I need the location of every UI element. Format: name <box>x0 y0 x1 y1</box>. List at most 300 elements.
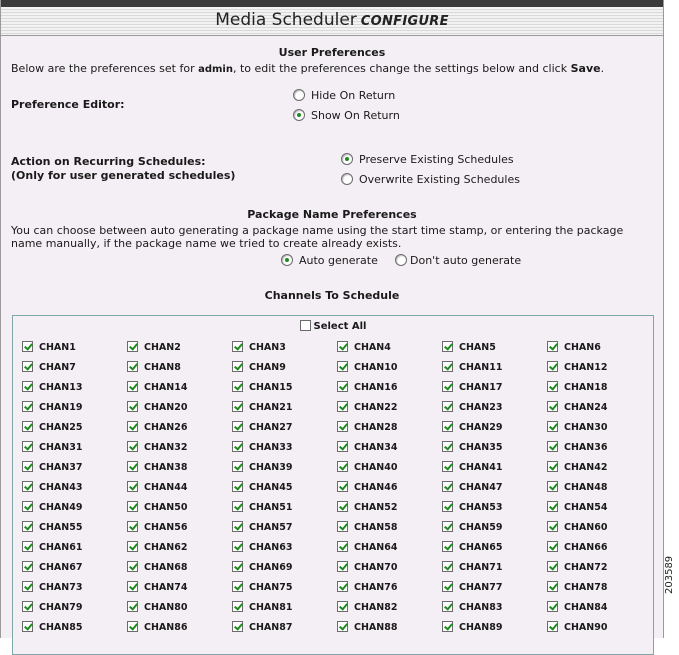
radio-show-on-return[interactable] <box>293 109 400 122</box>
channel-checkbox[interactable] <box>547 421 558 432</box>
channel-label: CHAN5 <box>459 342 496 353</box>
channel-item[interactable] <box>337 621 397 633</box>
channel-checkbox[interactable] <box>127 621 138 632</box>
channel-item[interactable] <box>442 361 502 373</box>
channel-item[interactable] <box>337 441 397 453</box>
channel-label: CHAN84 <box>564 602 608 613</box>
channel-checkbox[interactable] <box>127 401 138 412</box>
channels-panel <box>12 315 654 655</box>
channel-label: CHAN44 <box>144 482 188 493</box>
channel-label: CHAN49 <box>39 502 83 513</box>
channel-item[interactable] <box>547 621 607 633</box>
channel-checkbox[interactable] <box>127 541 138 552</box>
channel-checkbox[interactable] <box>232 461 243 472</box>
channel-label: CHAN61 <box>39 542 83 553</box>
channels-heading: Channels To Schedule <box>264 289 400 302</box>
channel-item[interactable] <box>127 581 187 593</box>
channel-item[interactable] <box>232 381 292 393</box>
channel-checkbox[interactable] <box>442 561 453 572</box>
channel-label: CHAN39 <box>249 462 293 473</box>
channel-checkbox[interactable] <box>547 341 558 352</box>
radio-overwrite-schedules[interactable] <box>341 173 520 186</box>
channel-checkbox[interactable] <box>547 461 558 472</box>
channel-checkbox[interactable] <box>232 441 243 452</box>
channel-label: CHAN55 <box>39 522 83 533</box>
channel-item[interactable] <box>22 461 82 473</box>
channel-item[interactable] <box>22 341 76 353</box>
channel-label: CHAN2 <box>144 342 181 353</box>
channel-label: CHAN43 <box>39 482 83 493</box>
channel-item[interactable] <box>127 481 187 493</box>
channel-label: CHAN21 <box>249 402 293 413</box>
channel-checkbox[interactable] <box>127 521 138 532</box>
channel-checkbox[interactable] <box>547 521 558 532</box>
title-bar <box>1 0 663 36</box>
channel-checkbox[interactable] <box>337 361 348 372</box>
channel-label: CHAN31 <box>39 442 83 453</box>
channel-label: CHAN82 <box>354 602 398 613</box>
channel-label: CHAN68 <box>144 562 188 573</box>
channel-checkbox[interactable] <box>442 601 453 612</box>
channel-label: CHAN70 <box>354 562 398 573</box>
channel-label: CHAN32 <box>144 442 188 453</box>
channel-item[interactable] <box>337 561 397 573</box>
channel-label: CHAN12 <box>564 362 608 373</box>
channel-label: CHAN23 <box>459 402 503 413</box>
package-heading: Package Name Preferences <box>247 208 417 221</box>
channel-item[interactable] <box>22 601 82 613</box>
channel-item[interactable] <box>232 581 292 593</box>
intro-middle: , to edit the preferences change the settings below and click <box>232 62 571 75</box>
channel-item[interactable] <box>22 381 82 393</box>
channel-checkbox[interactable] <box>22 561 33 572</box>
channel-item[interactable] <box>547 361 607 373</box>
channel-checkbox[interactable] <box>442 501 453 512</box>
channel-item[interactable] <box>127 341 181 353</box>
radio-auto-generate[interactable] <box>281 254 378 267</box>
channel-item[interactable] <box>232 521 292 533</box>
channel-checkbox[interactable] <box>232 581 243 592</box>
channel-checkbox[interactable] <box>22 501 33 512</box>
channel-checkbox[interactable] <box>22 341 33 352</box>
channel-checkbox[interactable] <box>442 341 453 352</box>
channel-item[interactable] <box>22 481 82 493</box>
channel-label: CHAN56 <box>144 522 188 533</box>
channel-item[interactable] <box>232 481 292 493</box>
channel-label: CHAN4 <box>354 342 391 353</box>
channel-checkbox[interactable] <box>337 521 348 532</box>
channel-checkbox[interactable] <box>442 441 453 452</box>
channel-label: CHAN72 <box>564 562 608 573</box>
channel-checkbox[interactable] <box>232 481 243 492</box>
channel-item[interactable] <box>337 381 397 393</box>
channel-checkbox[interactable] <box>232 361 243 372</box>
channel-label: CHAN36 <box>564 442 608 453</box>
channel-item[interactable] <box>232 441 292 453</box>
radio-label: Auto generate <box>299 254 378 267</box>
channel-checkbox[interactable] <box>22 521 33 532</box>
channel-label: CHAN79 <box>39 602 83 613</box>
radio-button[interactable] <box>341 153 353 165</box>
channel-item[interactable] <box>127 621 187 633</box>
channel-checkbox[interactable] <box>127 501 138 512</box>
channel-label: CHAN73 <box>39 582 83 593</box>
channel-checkbox[interactable] <box>337 381 348 392</box>
channel-checkbox[interactable] <box>547 621 558 632</box>
channel-item[interactable] <box>127 601 187 613</box>
radio-dont-auto-generate[interactable] <box>395 254 521 267</box>
channel-checkbox[interactable] <box>442 401 453 412</box>
channel-checkbox[interactable] <box>127 481 138 492</box>
channel-checkbox[interactable] <box>442 581 453 592</box>
channel-label: CHAN60 <box>564 522 608 533</box>
channel-label: CHAN35 <box>459 442 503 453</box>
channel-checkbox[interactable] <box>337 441 348 452</box>
preference-editor-label: Preference Editor: <box>11 98 125 111</box>
channel-item[interactable] <box>22 421 82 433</box>
channel-item[interactable] <box>22 361 76 373</box>
channel-checkbox[interactable] <box>337 541 348 552</box>
channel-checkbox[interactable] <box>337 481 348 492</box>
channel-item[interactable] <box>232 561 292 573</box>
channel-checkbox[interactable] <box>127 601 138 612</box>
radio-button[interactable] <box>293 109 305 121</box>
channel-item[interactable] <box>127 561 187 573</box>
channel-item[interactable] <box>232 541 292 553</box>
channel-label: CHAN67 <box>39 562 83 573</box>
channel-checkbox[interactable] <box>547 581 558 592</box>
channel-checkbox[interactable] <box>547 441 558 452</box>
radio-label: Overwrite Existing Schedules <box>359 173 520 186</box>
channel-item[interactable] <box>337 521 397 533</box>
channel-item[interactable] <box>442 401 502 413</box>
channel-checkbox[interactable] <box>22 361 33 372</box>
channel-label: CHAN66 <box>564 542 608 553</box>
select-all-label: Select All <box>313 321 367 332</box>
radio-label: Show On Return <box>311 109 400 122</box>
channel-label: CHAN11 <box>459 362 503 373</box>
channel-item[interactable] <box>442 621 502 633</box>
channel-label: CHAN53 <box>459 502 503 513</box>
channel-label: CHAN63 <box>249 542 293 553</box>
channel-item[interactable] <box>127 541 187 553</box>
channel-label: CHAN76 <box>354 582 398 593</box>
channel-checkbox[interactable] <box>232 341 243 352</box>
app-subtitle: CONFIGURE <box>360 14 449 29</box>
channel-checkbox[interactable] <box>442 621 453 632</box>
channel-label: CHAN41 <box>459 462 503 473</box>
radio-label: Hide On Return <box>311 89 396 102</box>
channel-checkbox[interactable] <box>127 461 138 472</box>
channel-label: CHAN46 <box>354 482 398 493</box>
channel-item[interactable] <box>337 401 397 413</box>
channel-item[interactable] <box>442 541 502 553</box>
channel-item[interactable] <box>22 541 82 553</box>
channel-item[interactable] <box>547 521 607 533</box>
channel-item[interactable] <box>127 441 187 453</box>
channel-label: CHAN47 <box>459 482 503 493</box>
channel-label: CHAN52 <box>354 502 398 513</box>
channel-checkbox[interactable] <box>337 501 348 512</box>
channel-checkbox[interactable] <box>547 561 558 572</box>
channel-label: CHAN18 <box>564 382 608 393</box>
save-word: Save <box>570 62 601 75</box>
channel-checkbox[interactable] <box>547 381 558 392</box>
channel-checkbox[interactable] <box>22 381 33 392</box>
channel-label: CHAN6 <box>564 342 601 353</box>
channel-checkbox[interactable] <box>22 621 33 632</box>
radio-label: Don't auto generate <box>410 254 522 267</box>
channel-label: CHAN71 <box>459 562 503 573</box>
channel-item[interactable] <box>442 581 502 593</box>
channel-label: CHAN17 <box>459 382 503 393</box>
package-description-line2: name manually, if the package name we tried to create already exists. <box>11 237 402 250</box>
channel-label: CHAN87 <box>249 622 293 633</box>
radio-button[interactable] <box>281 254 293 266</box>
channel-label: CHAN64 <box>354 542 398 553</box>
channel-label: CHAN37 <box>39 462 83 473</box>
channel-label: CHAN58 <box>354 522 398 533</box>
channel-label: CHAN90 <box>564 622 608 633</box>
channel-checkbox[interactable] <box>232 421 243 432</box>
channel-item[interactable] <box>442 441 502 453</box>
app-title: Media Scheduler <box>215 10 357 30</box>
channel-label: CHAN45 <box>249 482 293 493</box>
channel-item[interactable] <box>127 461 187 473</box>
channel-checkbox[interactable] <box>232 561 243 572</box>
channel-label: CHAN14 <box>144 382 188 393</box>
channel-label: CHAN51 <box>249 502 293 513</box>
channel-label: CHAN27 <box>249 422 293 433</box>
channel-checkbox[interactable] <box>337 601 348 612</box>
channel-label: CHAN1 <box>39 342 76 353</box>
channel-checkbox[interactable] <box>337 561 348 572</box>
channel-label: CHAN88 <box>354 622 398 633</box>
channel-item[interactable] <box>337 541 397 553</box>
channel-label: CHAN40 <box>354 462 398 473</box>
channel-item[interactable] <box>127 501 187 513</box>
channel-item[interactable] <box>547 541 607 553</box>
channel-item[interactable] <box>232 361 286 373</box>
channel-label: CHAN42 <box>564 462 608 473</box>
channel-label: CHAN13 <box>39 382 83 393</box>
channel-checkbox[interactable] <box>232 521 243 532</box>
channel-item[interactable] <box>442 381 502 393</box>
channel-item[interactable] <box>547 381 607 393</box>
channel-label: CHAN8 <box>144 362 181 373</box>
package-description-line1: You can choose between auto generating a package name using the start time stamp, or entering the package <box>11 224 624 237</box>
channel-label: CHAN59 <box>459 522 503 533</box>
channel-label: CHAN80 <box>144 602 188 613</box>
radio-label: Preserve Existing Schedules <box>359 153 514 166</box>
channel-checkbox[interactable] <box>127 441 138 452</box>
channel-item[interactable] <box>547 501 607 513</box>
channel-item[interactable] <box>547 601 607 613</box>
channel-checkbox[interactable] <box>442 421 453 432</box>
channel-checkbox[interactable] <box>547 481 558 492</box>
channel-item[interactable] <box>232 461 292 473</box>
channel-label: CHAN65 <box>459 542 503 553</box>
channel-checkbox[interactable] <box>232 501 243 512</box>
intro-end: . <box>600 62 605 75</box>
channel-item[interactable] <box>22 401 82 413</box>
channel-checkbox[interactable] <box>337 621 348 632</box>
channel-label: CHAN77 <box>459 582 503 593</box>
channel-item[interactable] <box>442 461 502 473</box>
channel-label: CHAN9 <box>249 362 286 373</box>
channel-item[interactable] <box>547 341 601 353</box>
channel-label: CHAN30 <box>564 422 608 433</box>
channel-item[interactable] <box>22 581 82 593</box>
channel-item[interactable] <box>127 421 187 433</box>
channel-checkbox[interactable] <box>442 521 453 532</box>
channel-label: CHAN57 <box>249 522 293 533</box>
channel-item[interactable] <box>232 501 292 513</box>
channel-item[interactable] <box>547 401 607 413</box>
channel-item[interactable] <box>337 341 391 353</box>
channel-checkbox[interactable] <box>22 481 33 492</box>
select-all-checkbox[interactable] <box>300 320 311 331</box>
channel-label: CHAN26 <box>144 422 188 433</box>
channel-item[interactable] <box>547 581 607 593</box>
channel-checkbox[interactable] <box>22 441 33 452</box>
channel-item[interactable] <box>442 601 502 613</box>
channel-label: CHAN19 <box>39 402 83 413</box>
channel-item[interactable] <box>337 501 397 513</box>
channel-item[interactable] <box>337 601 397 613</box>
channel-checkbox[interactable] <box>127 341 138 352</box>
channel-checkbox[interactable] <box>22 461 33 472</box>
channel-item[interactable] <box>547 561 607 573</box>
channel-checkbox[interactable] <box>22 601 33 612</box>
channel-item[interactable] <box>442 341 496 353</box>
select-all-row[interactable] <box>13 320 653 332</box>
channel-item[interactable] <box>127 401 187 413</box>
channel-checkbox[interactable] <box>232 401 243 412</box>
channel-label: CHAN83 <box>459 602 503 613</box>
channel-item[interactable] <box>127 381 187 393</box>
channel-item[interactable] <box>337 421 397 433</box>
channel-checkbox[interactable] <box>127 421 138 432</box>
channel-label: CHAN3 <box>249 342 286 353</box>
channel-item[interactable] <box>22 621 82 633</box>
channel-label: CHAN89 <box>459 622 503 633</box>
channel-label: CHAN74 <box>144 582 188 593</box>
channel-item[interactable] <box>442 501 502 513</box>
channel-item[interactable] <box>547 421 607 433</box>
channel-checkbox[interactable] <box>22 541 33 552</box>
channel-checkbox[interactable] <box>337 341 348 352</box>
channel-checkbox[interactable] <box>547 401 558 412</box>
channel-item[interactable] <box>337 361 397 373</box>
radio-button[interactable] <box>395 254 407 266</box>
channel-label: CHAN38 <box>144 462 188 473</box>
channel-checkbox[interactable] <box>337 581 348 592</box>
channel-item[interactable] <box>547 441 607 453</box>
channel-item[interactable] <box>22 521 82 533</box>
radio-button[interactable] <box>341 173 353 185</box>
channel-checkbox[interactable] <box>337 461 348 472</box>
channel-checkbox[interactable] <box>232 381 243 392</box>
channel-checkbox[interactable] <box>127 361 138 372</box>
channel-label: CHAN10 <box>354 362 398 373</box>
channel-item[interactable] <box>127 361 181 373</box>
channel-checkbox[interactable] <box>547 501 558 512</box>
channel-label: CHAN50 <box>144 502 188 513</box>
channel-label: CHAN7 <box>39 362 76 373</box>
channel-checkbox[interactable] <box>232 621 243 632</box>
channel-checkbox[interactable] <box>442 381 453 392</box>
channel-label: CHAN54 <box>564 502 608 513</box>
channel-checkbox[interactable] <box>22 421 33 432</box>
channel-item[interactable] <box>442 481 502 493</box>
channel-checkbox[interactable] <box>22 401 33 412</box>
channel-item[interactable] <box>442 421 502 433</box>
channel-label: CHAN81 <box>249 602 293 613</box>
channel-item[interactable] <box>337 481 397 493</box>
channel-label: CHAN24 <box>564 402 608 413</box>
channel-item[interactable] <box>337 461 397 473</box>
channel-checkbox[interactable] <box>442 541 453 552</box>
channel-item[interactable] <box>22 501 82 513</box>
channel-label: CHAN15 <box>249 382 293 393</box>
channel-checkbox[interactable] <box>127 561 138 572</box>
channel-label: CHAN22 <box>354 402 398 413</box>
channel-item[interactable] <box>547 481 607 493</box>
channel-checkbox[interactable] <box>337 421 348 432</box>
channel-item[interactable] <box>232 341 286 353</box>
channel-checkbox[interactable] <box>337 401 348 412</box>
user-preferences-intro <box>11 62 604 75</box>
channel-checkbox[interactable] <box>232 541 243 552</box>
channel-item[interactable] <box>22 441 82 453</box>
channel-checkbox[interactable] <box>127 581 138 592</box>
channel-item[interactable] <box>442 561 502 573</box>
channel-item[interactable] <box>127 521 187 533</box>
channel-item[interactable] <box>547 461 607 473</box>
channel-label: CHAN78 <box>564 582 608 593</box>
channel-label: CHAN69 <box>249 562 293 573</box>
channel-checkbox[interactable] <box>547 361 558 372</box>
radio-button[interactable] <box>293 89 305 101</box>
channel-item[interactable] <box>232 621 292 633</box>
channel-item[interactable] <box>22 561 82 573</box>
channel-label: CHAN85 <box>39 622 83 633</box>
channel-item[interactable] <box>337 581 397 593</box>
radio-hide-on-return[interactable] <box>293 89 395 102</box>
channel-label: CHAN75 <box>249 582 293 593</box>
channel-item[interactable] <box>232 601 292 613</box>
channel-checkbox[interactable] <box>547 601 558 612</box>
channel-label: CHAN33 <box>249 442 293 453</box>
channel-checkbox[interactable] <box>547 541 558 552</box>
channel-item[interactable] <box>442 521 502 533</box>
channel-checkbox[interactable] <box>442 461 453 472</box>
channel-checkbox[interactable] <box>232 601 243 612</box>
intro-prefix: Below are the preferences set for <box>11 62 199 75</box>
figure-code: 203589 <box>664 555 675 594</box>
channel-label: CHAN28 <box>354 422 398 433</box>
channel-checkbox[interactable] <box>22 581 33 592</box>
channel-label: CHAN62 <box>144 542 188 553</box>
channel-label: CHAN29 <box>459 422 503 433</box>
channel-item[interactable] <box>232 421 292 433</box>
channel-checkbox[interactable] <box>442 361 453 372</box>
channel-checkbox[interactable] <box>127 381 138 392</box>
radio-preserve-schedules[interactable] <box>341 153 514 166</box>
channel-item[interactable] <box>232 401 292 413</box>
channel-checkbox[interactable] <box>442 481 453 492</box>
